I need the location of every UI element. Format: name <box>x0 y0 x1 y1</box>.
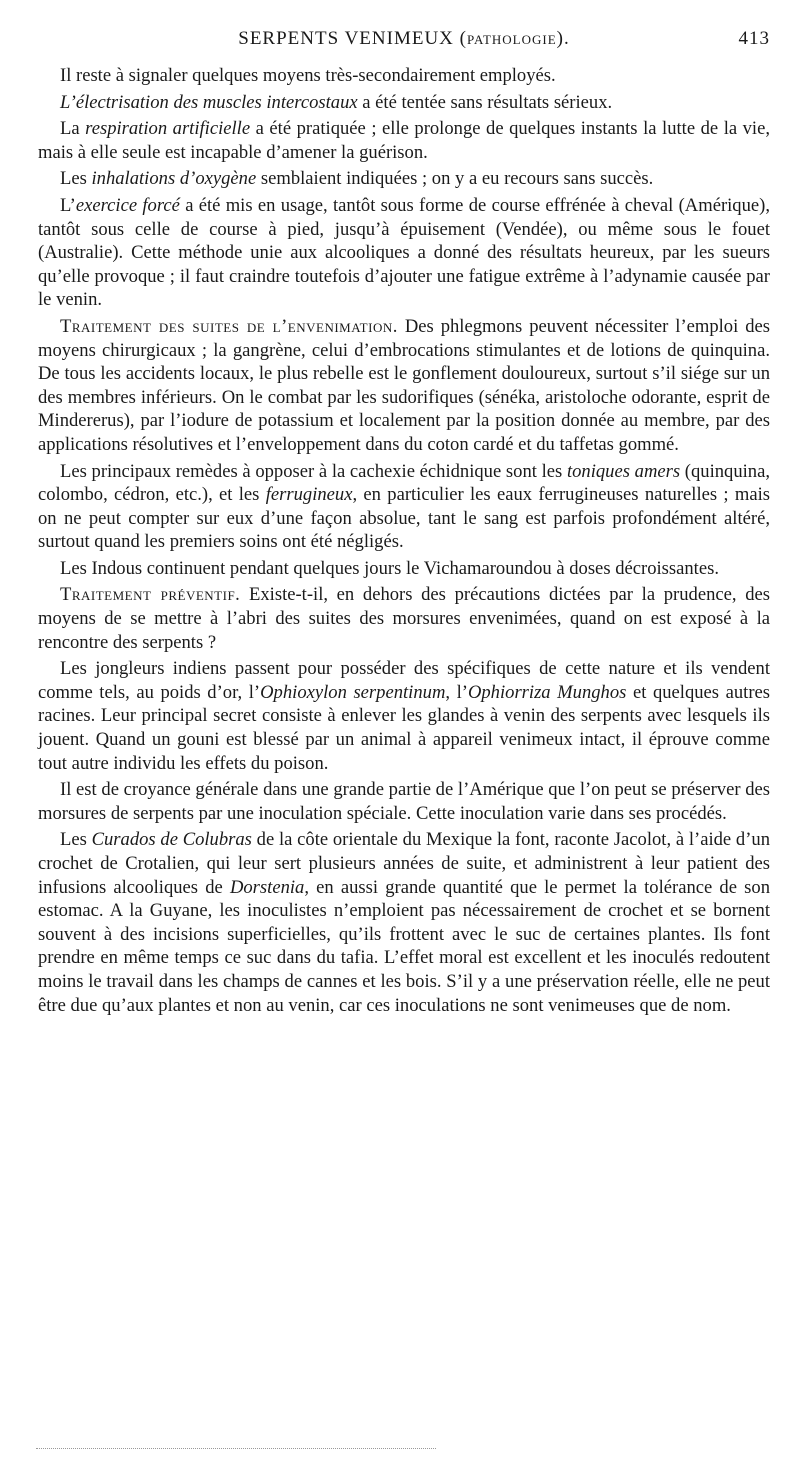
text-span: semblaient indiquées ; on y a eu recours sans succès. <box>256 168 654 190</box>
text-span: Existe-t-il, en dehors des précautions dictées par la prudence, des moyens de se mettre à l’abri des suites des morsures envenimées, quand on est exposé à la rencontre des serpents ? <box>38 584 770 653</box>
italic-text: toniques amers <box>566 460 681 482</box>
text-span: Les <box>60 168 92 190</box>
text-span: Les Indous continuent pendant quelques jours le Vichamaroundou à doses décroissantes. <box>60 557 719 579</box>
paragraph <box>38 460 770 554</box>
text-span: Les principaux remèdes à opposer à la cachexie échidnique sont les <box>60 460 567 482</box>
text-span: L’ <box>60 194 76 216</box>
text-span: Des phlegmons peuvent nécessiter l’emploi des moyens chirurgicaux ; la gangrène, celui d’embrocations stimulantes et de lotions de quinquina. De tous les accidents locaux, le plus rebelle est le gonflement douloureux, surtout s’il siége sur un des membres inférieurs. On le combat par les sudorifiques (sénéka, aristoloche odorante, esprit de Mindererus), par l’iodure de potassium et localement par la position donnée au membre, par des applications résolutives et l’enveloppement dans du coton cardé et du taffetas gommé. <box>38 315 771 455</box>
body-text <box>38 64 770 1017</box>
paragraph <box>38 91 770 115</box>
paragraph <box>38 778 770 825</box>
text-span: a été pratiquée ; elle prolonge de quelques instants la lutte de la vie, mais à elle seule est incapable d’amener la guérison. <box>38 118 771 163</box>
section-heading: Traitement des suites de l’envenimation. <box>60 315 398 337</box>
text-span: (quinquina, colombo, cédron, etc.), et les <box>38 460 771 506</box>
paragraph <box>38 117 770 164</box>
italic-text: Ophioxylon serpentinum <box>260 681 446 703</box>
paragraph <box>38 167 770 191</box>
italic-text: L’électrisation des muscles intercostaux <box>60 91 358 113</box>
running-title-section: pathologie <box>466 28 557 49</box>
running-title-end: ). <box>556 28 570 49</box>
text-span: a été tentée sans résultats sérieux. <box>357 91 613 113</box>
running-title <box>38 28 770 50</box>
book-page <box>38 28 770 1020</box>
text-span: , en particulier les eaux ferrugineuses naturelles ; mais on ne peut compter sur eux d’une façon absolue, tant le sang est parfois profondément altéré, surtout quand les premiers soins ont été négligés. <box>38 484 770 553</box>
italic-text: ferrugineux <box>265 484 353 506</box>
section-heading: Traitement préventif. <box>60 584 241 606</box>
text-span: Les <box>60 829 92 851</box>
paragraph <box>38 64 770 88</box>
paragraph <box>38 828 770 1017</box>
text-span: Il reste à signaler quelques moyens très-secondairement employés. <box>60 65 556 86</box>
page-number: 413 <box>738 28 770 49</box>
paragraph <box>38 657 770 775</box>
italic-text: respiration artificielle <box>85 118 251 140</box>
text-span: Les jongleurs indiens passent pour posséder des spécifiques de cette nature et ils vendent comme tels, au poids d’or, l’ <box>38 658 770 703</box>
running-head <box>38 28 770 54</box>
paragraph <box>38 315 770 457</box>
text-span: Il est de croyance générale dans une grande partie de l’Amérique que l’on peut se préserver des morsures de serpents par une inoculation spéciale. Cette inoculation varie dans ses procédés. <box>38 779 770 824</box>
bottom-page-mark <box>36 1448 436 1451</box>
italic-text: Dorstenia <box>229 876 305 898</box>
paragraph <box>38 583 770 654</box>
text-span: de la côte orientale du Mexique la font, raconte Jacolot, à l’aide d’un crochet de Crotalien, qui leur sert plusieurs années de suite, et administrent à leur patient des infusions alcooliques de <box>38 829 770 898</box>
text-span: et quelques autres racines. Leur principal secret consiste à enlever les glandes à venin des serpents avec lesquels ils jouent. Quand un gouni est blessé par un animal à appareil venimeux intact, il éprouve comme tout autre individu les effets du poison. <box>38 681 771 774</box>
running-title-main: SERPENTS VENIMEUX ( <box>238 28 467 49</box>
italic-text: inhalations d’oxygène <box>91 168 257 190</box>
paragraph <box>38 557 770 581</box>
italic-text: Ophiorriza Munghos <box>467 681 627 703</box>
italic-text: Curados de Colubras <box>91 829 252 851</box>
italic-text: exercice forcé <box>75 194 180 216</box>
text-span: , l’ <box>445 681 468 703</box>
text-span: , en aussi grande quantité que le permet la tolérance de son estomac. A la Guyane, les inoculistes n’emploient pas nécessairement de crochet et se bornent souvent à des incisions superficielles, qu’ils frottent avec le suc de certaines plantes. Ils font prendre en même temps ce suc dans du tafia. L’effet moral est excellent et les inoculés redoutent moins le travail dans les champs de cannes et les bois. S’il y a une préservation réelle, elle ne peut être due qu’aux plantes et non au venin, car ces inoculations ne sont venimeuses que de nom. <box>38 876 770 1016</box>
paragraph <box>38 194 770 312</box>
text-span: La <box>60 118 86 140</box>
text-span: a été mis en usage, tantôt sous forme de course effrénée à cheval (Amérique), tantôt sous celle de course à pied, jusqu’à épuisement (Vendée), ou même sous le fouet (Australie). Cette méthode unie aux alcooliques a donné des résultats heureux, par les sueurs qu’elle provoque ; il faut craindre toutefois d’ajouter une fatigue extrême à l’adynamie causée par le venin. <box>38 194 770 311</box>
